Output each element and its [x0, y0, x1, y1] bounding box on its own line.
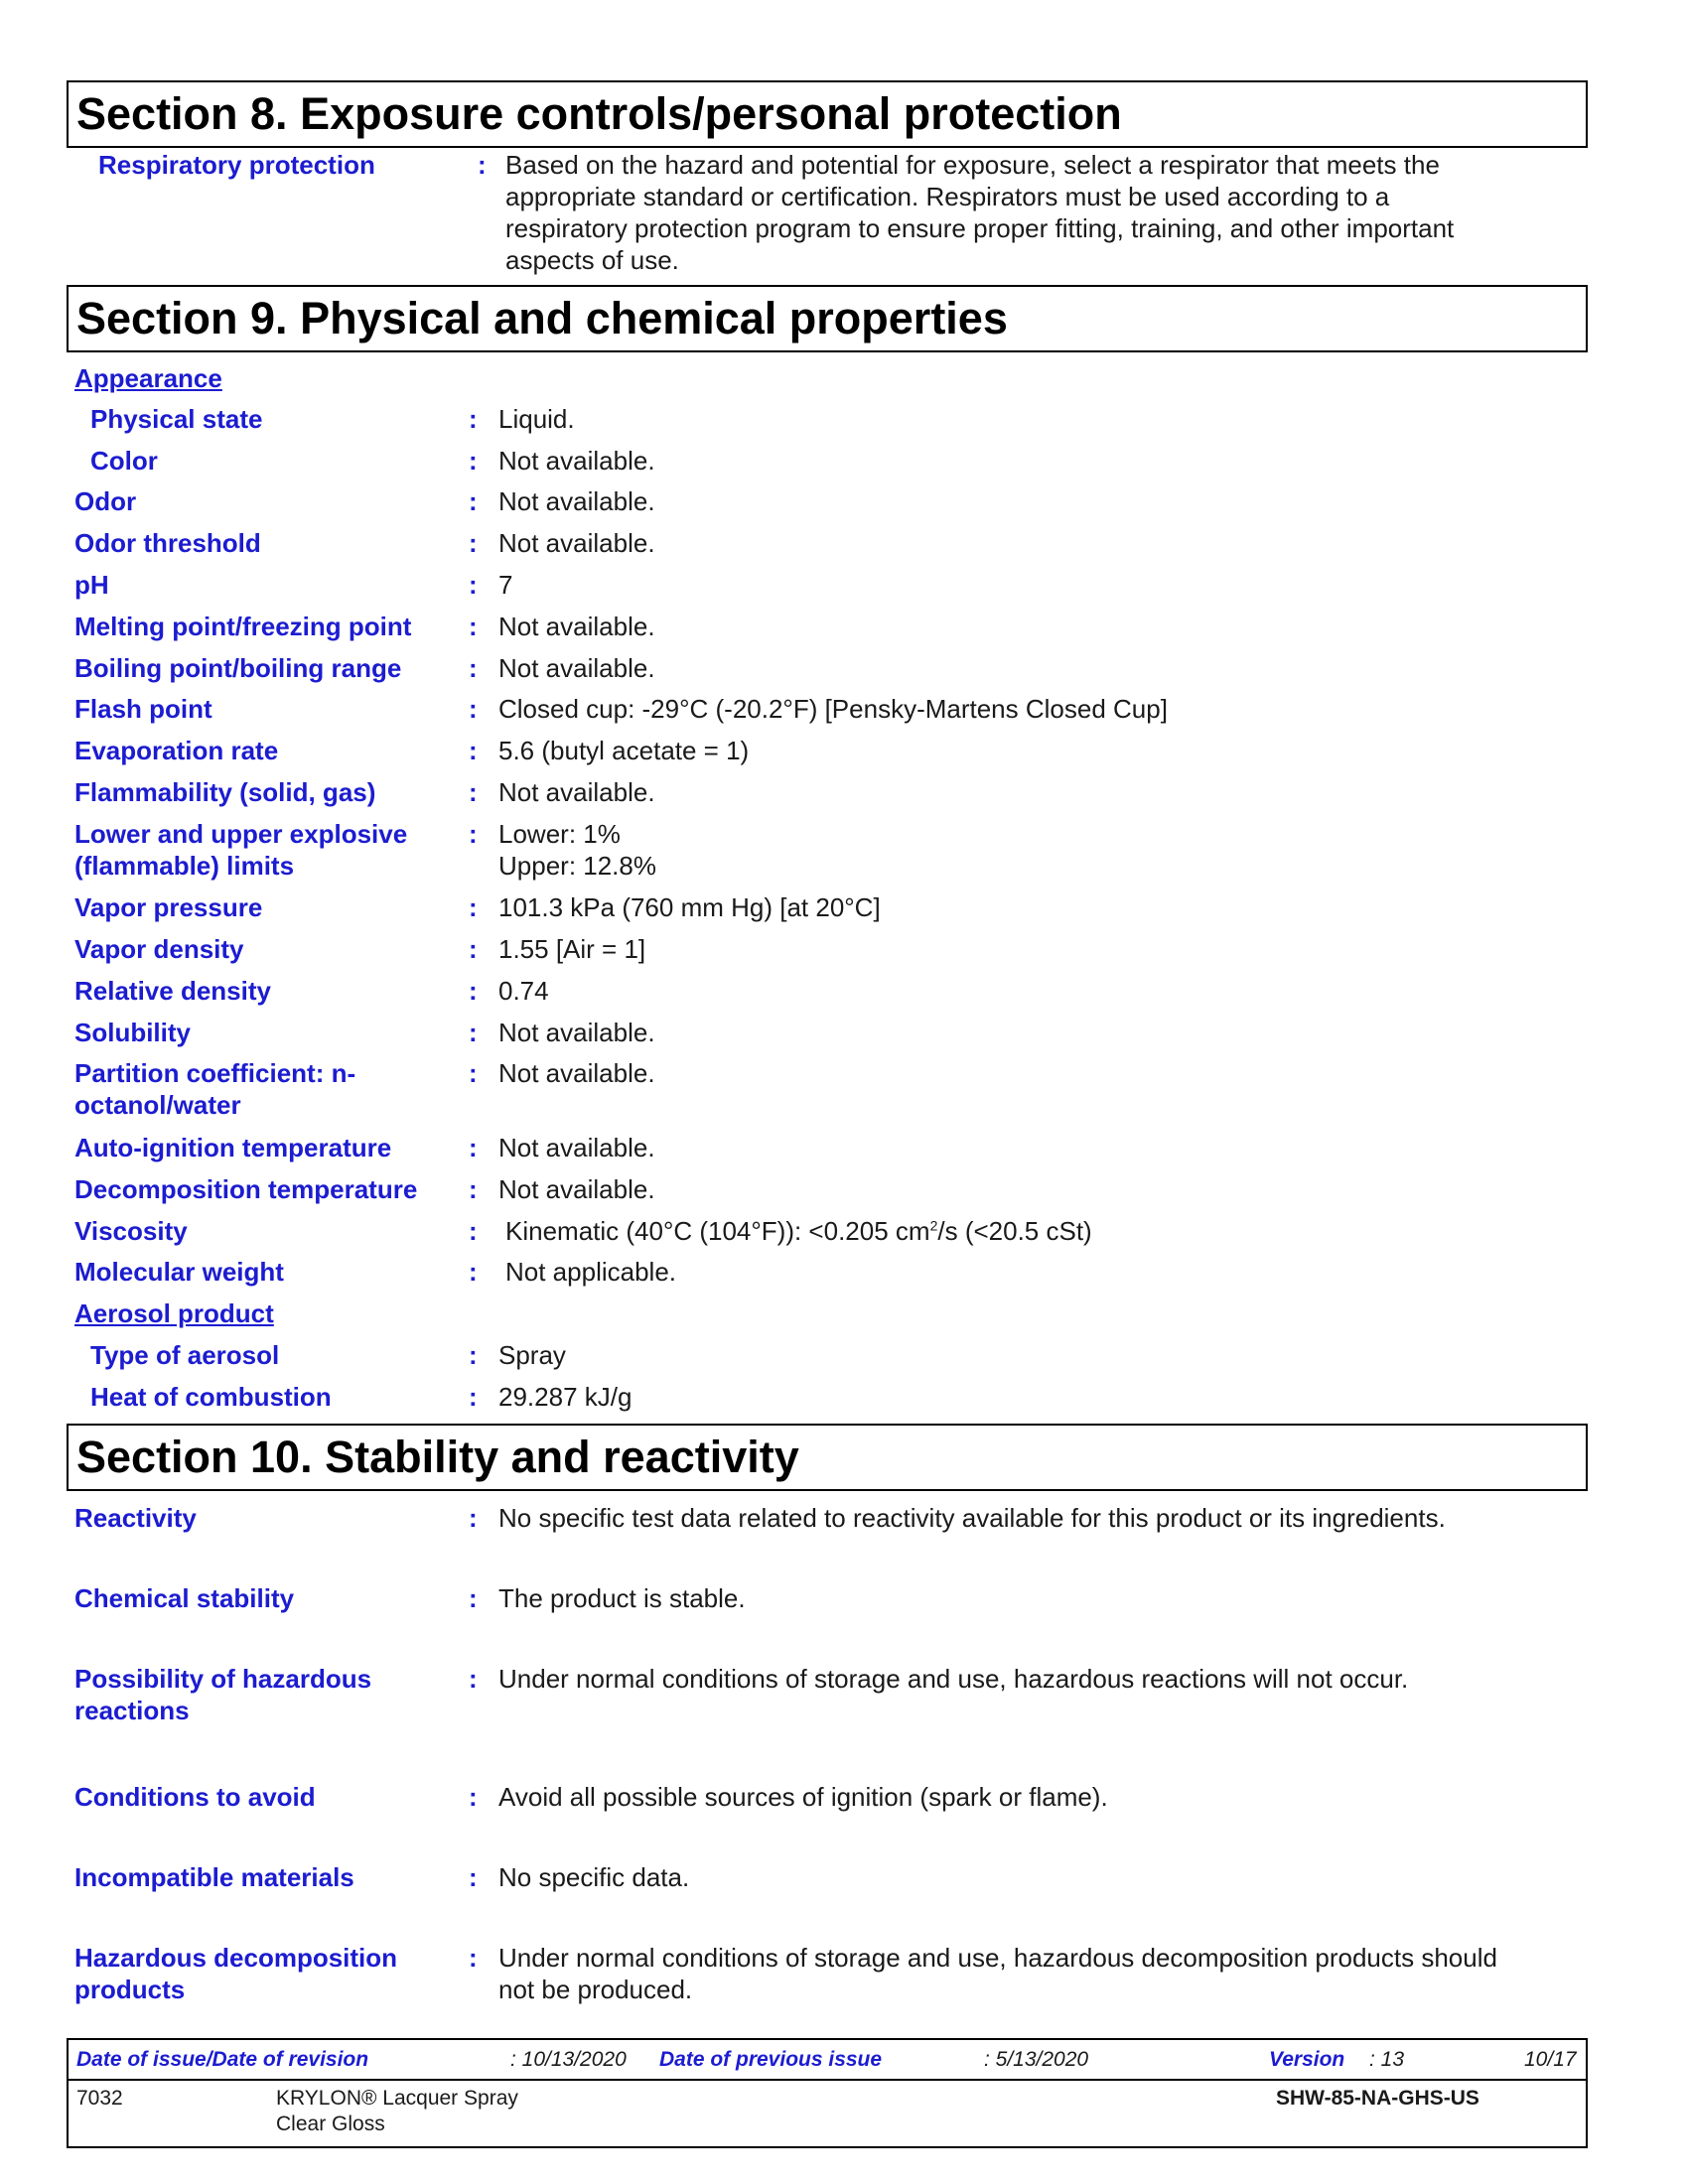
- partition-label-line-2: octanol/water: [74, 1090, 241, 1120]
- page-footer: [67, 2038, 1588, 2148]
- heat-of-combustion-value: 29.287 kJ/g: [498, 1382, 633, 1412]
- page-number: 10/17: [1524, 2048, 1577, 2071]
- decomposition-temp-value: Not available.: [498, 1174, 655, 1204]
- aerosol-heading[interactable]: Aerosol product: [74, 1298, 274, 1328]
- colon: :: [469, 1340, 478, 1370]
- conditions-to-avoid-value: Avoid all possible sources of ignition (spark or flame).: [498, 1782, 1108, 1812]
- colon: :: [469, 570, 478, 600]
- aerosol-type-label: Type of aerosol: [90, 1340, 280, 1370]
- melting-point-value: Not available.: [498, 612, 655, 641]
- color-label: Color: [90, 446, 158, 476]
- hazardous-decomposition-label-line-1: Hazardous decomposition: [74, 1943, 398, 1973]
- explosive-limits-value: [498, 818, 1581, 882]
- respiratory-line-3: respiratory protection program to ensure proper fitting, training, and other important: [505, 213, 1455, 243]
- colon: :: [469, 736, 478, 765]
- auto-ignition-value: Not available.: [498, 1133, 655, 1162]
- evaporation-rate-value: 5.6 (butyl acetate = 1): [498, 736, 750, 765]
- respiratory-line-4: aspects of use.: [505, 245, 679, 275]
- date-of-previous-issue-label: Date of previous issue: [659, 2048, 883, 2071]
- odor-threshold-value: Not available.: [498, 528, 655, 558]
- colon: :: [469, 892, 478, 922]
- hazardous-decomposition-value-line-1: Under normal conditions of storage and use, hazardous decomposition products should: [498, 1943, 1497, 1973]
- hazardous-decomposition-label-line-2: products: [74, 1975, 186, 2004]
- explosive-upper: Upper: 12.8%: [498, 851, 656, 881]
- explosive-limits-label: [74, 818, 462, 882]
- melting-point-label: Melting point/freezing point: [74, 612, 412, 641]
- date-of-issue-value: : 10/13/2020: [510, 2048, 627, 2071]
- vapor-pressure-label: Vapor pressure: [74, 892, 263, 922]
- section-9-title: Section 9. Physical and chemical properties: [76, 293, 1008, 343]
- molecular-weight-value: Not applicable.: [505, 1257, 676, 1287]
- color-value: Not available.: [498, 446, 655, 476]
- odor-threshold-label: Odor threshold: [74, 528, 261, 558]
- product-name-line-1: KRYLON® Lacquer Spray: [276, 2087, 518, 2110]
- section-9-header: [67, 285, 1588, 352]
- physical-state-value: Liquid.: [498, 404, 575, 434]
- section-8-title: Section 8. Exposure controls/personal protection: [76, 88, 1122, 139]
- product-name-line-2: Clear Gloss: [276, 2113, 385, 2135]
- colon: :: [469, 1782, 478, 1812]
- appearance-heading[interactable]: Appearance: [74, 363, 222, 393]
- chemical-stability-value: The product is stable.: [498, 1583, 746, 1613]
- viscosity-label: Viscosity: [74, 1216, 188, 1246]
- section-10-header: [67, 1424, 1588, 1491]
- hazardous-decomposition-value-line-2: not be produced.: [498, 1975, 693, 2004]
- conditions-to-avoid-label: Conditions to avoid: [74, 1782, 316, 1812]
- partition-coefficient-value: Not available.: [498, 1058, 655, 1088]
- aerosol-type-value: Spray: [498, 1340, 566, 1370]
- colon: :: [469, 1174, 478, 1204]
- hazardous-reactions-label: [74, 1663, 462, 1726]
- respiratory-protection-value: [505, 149, 1538, 276]
- colon: :: [469, 819, 478, 849]
- respiratory-line-2: appropriate standard or certification. Respirators must be used according to a: [505, 182, 1390, 211]
- colon: :: [478, 150, 487, 180]
- date-of-issue-label: Date of issue/Date of revision: [76, 2048, 369, 2071]
- colon: :: [469, 1257, 478, 1287]
- colon: :: [469, 777, 478, 807]
- ph-label: pH: [74, 570, 109, 600]
- colon: :: [469, 934, 478, 964]
- viscosity-value-main: Kinematic (40°C (104°F)): <0.205 cm: [505, 1216, 930, 1246]
- incompatible-materials-value: No specific data.: [498, 1862, 690, 1892]
- heat-of-combustion-label: Heat of combustion: [90, 1382, 332, 1412]
- molecular-weight-label: Molecular weight: [74, 1257, 284, 1287]
- flash-point-label: Flash point: [74, 694, 212, 724]
- version-label: Version: [1269, 2048, 1345, 2071]
- boiling-point-value: Not available.: [498, 653, 655, 683]
- solubility-label: Solubility: [74, 1018, 191, 1047]
- colon: :: [469, 446, 478, 476]
- colon: :: [469, 1382, 478, 1412]
- hazardous-decomposition-value: [498, 1942, 1581, 2005]
- odor-label: Odor: [74, 486, 137, 516]
- auto-ignition-label: Auto-ignition temperature: [74, 1133, 392, 1162]
- product-code: 7032: [76, 2087, 123, 2110]
- viscosity-superscript: 2: [929, 1217, 938, 1234]
- section-10-title: Section 10. Stability and reactivity: [76, 1432, 799, 1482]
- colon: :: [469, 1503, 478, 1533]
- colon: :: [469, 694, 478, 724]
- viscosity-value: [505, 1215, 1588, 1247]
- colon: :: [469, 612, 478, 641]
- colon: :: [469, 1664, 478, 1694]
- colon: :: [469, 528, 478, 558]
- respiratory-line-1: Based on the hazard and potential for exposure, select a respirator that meets the: [505, 150, 1440, 180]
- partition-coefficient-label: [74, 1057, 462, 1121]
- date-of-previous-issue-value: : 5/13/2020: [984, 2048, 1089, 2071]
- viscosity-value-unit: /s (<20.5 cSt): [937, 1216, 1092, 1246]
- colon: :: [469, 1943, 478, 1973]
- vapor-density-label: Vapor density: [74, 934, 244, 964]
- relative-density-label: Relative density: [74, 976, 271, 1006]
- chemical-stability-label: Chemical stability: [74, 1583, 295, 1613]
- product-name: [276, 2086, 518, 2137]
- section-8-header: [67, 80, 1588, 148]
- explosive-limits-label-line-1: Lower and upper explosive: [74, 819, 408, 849]
- flammability-value: Not available.: [498, 777, 655, 807]
- hazardous-decomposition-label: [74, 1942, 462, 2005]
- odor-value: Not available.: [498, 486, 655, 516]
- vapor-density-value: 1.55 [Air = 1]: [498, 934, 646, 964]
- reactivity-value: No specific test data related to reactivity available for this product or its ingredients.: [498, 1503, 1446, 1533]
- explosive-lower: Lower: 1%: [498, 819, 621, 849]
- boiling-point-label: Boiling point/boiling range: [74, 653, 402, 683]
- colon: :: [469, 1583, 478, 1613]
- relative-density-value: 0.74: [498, 976, 549, 1006]
- partition-label-line-1: Partition coefficient: n-: [74, 1058, 356, 1088]
- colon: :: [469, 1133, 478, 1162]
- explosive-limits-label-line-2: (flammable) limits: [74, 851, 295, 881]
- decomposition-temp-label: Decomposition temperature: [74, 1174, 418, 1204]
- hazardous-reactions-label-line-2: reactions: [74, 1696, 190, 1725]
- physical-state-label: Physical state: [90, 404, 263, 434]
- version-value: : 13: [1369, 2048, 1405, 2071]
- colon: :: [469, 1862, 478, 1892]
- evaporation-rate-label: Evaporation rate: [74, 736, 279, 765]
- hazardous-reactions-value: Under normal conditions of storage and use, hazardous reactions will not occur.: [498, 1664, 1409, 1694]
- colon: :: [469, 653, 478, 683]
- vapor-pressure-value: 101.3 kPa (760 mm Hg) [at 20°C]: [498, 892, 881, 922]
- footer-divider: [69, 2079, 1586, 2081]
- hazardous-reactions-label-line-1: Possibility of hazardous: [74, 1664, 372, 1694]
- solubility-value: Not available.: [498, 1018, 655, 1047]
- colon: :: [469, 404, 478, 434]
- colon: :: [469, 486, 478, 516]
- respiratory-protection-label: Respiratory protection: [98, 150, 375, 180]
- colon: :: [469, 1216, 478, 1246]
- colon: :: [469, 1018, 478, 1047]
- document-code: SHW-85-NA-GHS-US: [1276, 2087, 1479, 2110]
- flash-point-value: Closed cup: -29°C (-20.2°F) [Pensky-Martens Closed Cup]: [498, 694, 1168, 724]
- incompatible-materials-label: Incompatible materials: [74, 1862, 354, 1892]
- colon: :: [469, 1058, 478, 1088]
- ph-value: 7: [498, 570, 513, 600]
- flammability-label: Flammability (solid, gas): [74, 777, 376, 807]
- colon: :: [469, 976, 478, 1006]
- reactivity-label: Reactivity: [74, 1503, 197, 1533]
